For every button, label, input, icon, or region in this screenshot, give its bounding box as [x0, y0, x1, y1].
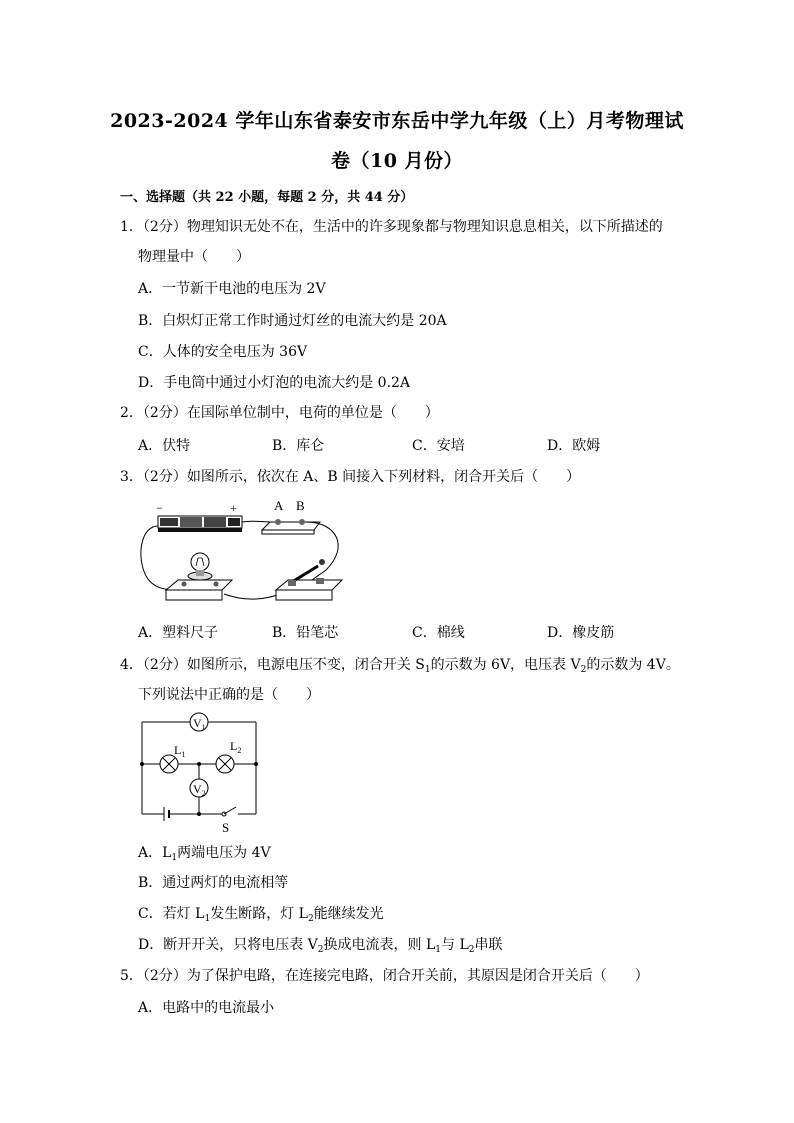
- q4-option-a: A．$L_1$两端电压为 4V: [138, 845, 271, 863]
- q1-option-b: B．白炽灯正常工作时通过灯丝的电流大约是 20A: [138, 313, 447, 329]
- q1-option-a: A．一节新干电池的电压为 2V: [138, 281, 326, 297]
- q3-plus-sign: +: [230, 501, 237, 515]
- q2-option-a: A．伏特: [138, 438, 191, 454]
- q4-l2-label: $L_2$: [230, 739, 242, 755]
- q1-option-c: C．人体的安全电压为 36V: [138, 344, 308, 360]
- q5-option-a: A．电路中的电流最小: [138, 1000, 275, 1016]
- exam-title-line-1: 2023-2024 学年山东省泰安市东岳中学九年级（上）月考物理试: [110, 110, 684, 132]
- q4-l1-label: $L_1$: [174, 743, 186, 759]
- q3-option-c: C．棉线: [412, 625, 465, 641]
- q4-option-d: D．断开开关，只将电压表 $V_2$换成电流表，则 $L_1$与 $L_2$串联: [138, 937, 503, 955]
- q2-option-b: B．库仑: [272, 438, 325, 454]
- q4-v2-label: $V_2$: [193, 782, 206, 798]
- q4-option-c: C．若灯 $L_1$发生断路，灯 $L_2$能继续发光: [138, 906, 384, 924]
- q3-option-d: D．橡皮筋: [547, 625, 615, 641]
- q1-option-d: D．手电筒中通过小灯泡的电流大约是 0.2A: [138, 375, 411, 391]
- q3-minus-sign: −: [156, 501, 163, 515]
- q3-option-a: A．塑料尺子: [138, 625, 219, 641]
- q2-stem: 2．（2分）在国际单位制中，电荷的单位是（ ）: [120, 405, 439, 421]
- q2-option-c: C．安培: [412, 438, 465, 454]
- q3-label-a: A: [274, 498, 284, 513]
- q3-stem: 3．（2分）如图所示，依次在 A、B 间接入下列材料，闭合开关后（ ）: [120, 469, 581, 485]
- q4-circuit-figure: [134, 710, 264, 836]
- q1-stem-line-1: 1．（2分）物理知识无处不在，生活中的许多现象都与物理知识息息相关，以下所描述的: [120, 219, 663, 235]
- q4-v1-label: $V_1$: [193, 716, 206, 732]
- exam-title-line-2: 卷（10 月份）: [330, 150, 464, 172]
- q4-stem-line-1: 4．（2分）如图所示，电源电压不变，闭合开关 $S_1$的示数为 6V，电压表 $V_2$的示数为 4V。: [120, 657, 680, 675]
- section-heading: 一、选择题（共 22 小题，每题 2 分，共 44 分）: [120, 190, 414, 205]
- q3-label-b: B: [296, 498, 305, 513]
- q4-switch-label: S: [222, 820, 230, 835]
- q5-stem: 5．（2分）为了保护电路，在连接完电路，闭合开关前，其原因是闭合开关后（ ）: [120, 968, 649, 984]
- q4-stem-line-2: 下列说法中正确的是（ ）: [138, 687, 320, 703]
- q3-circuit-figure: [136, 496, 356, 608]
- q3-option-b: B．铅笔芯: [272, 625, 339, 641]
- q2-option-d: D．欧姆: [547, 438, 601, 454]
- q1-stem-line-2: 物理量中（ ）: [138, 249, 250, 265]
- q4-option-b: B．通过两灯的电流相等: [138, 875, 289, 891]
